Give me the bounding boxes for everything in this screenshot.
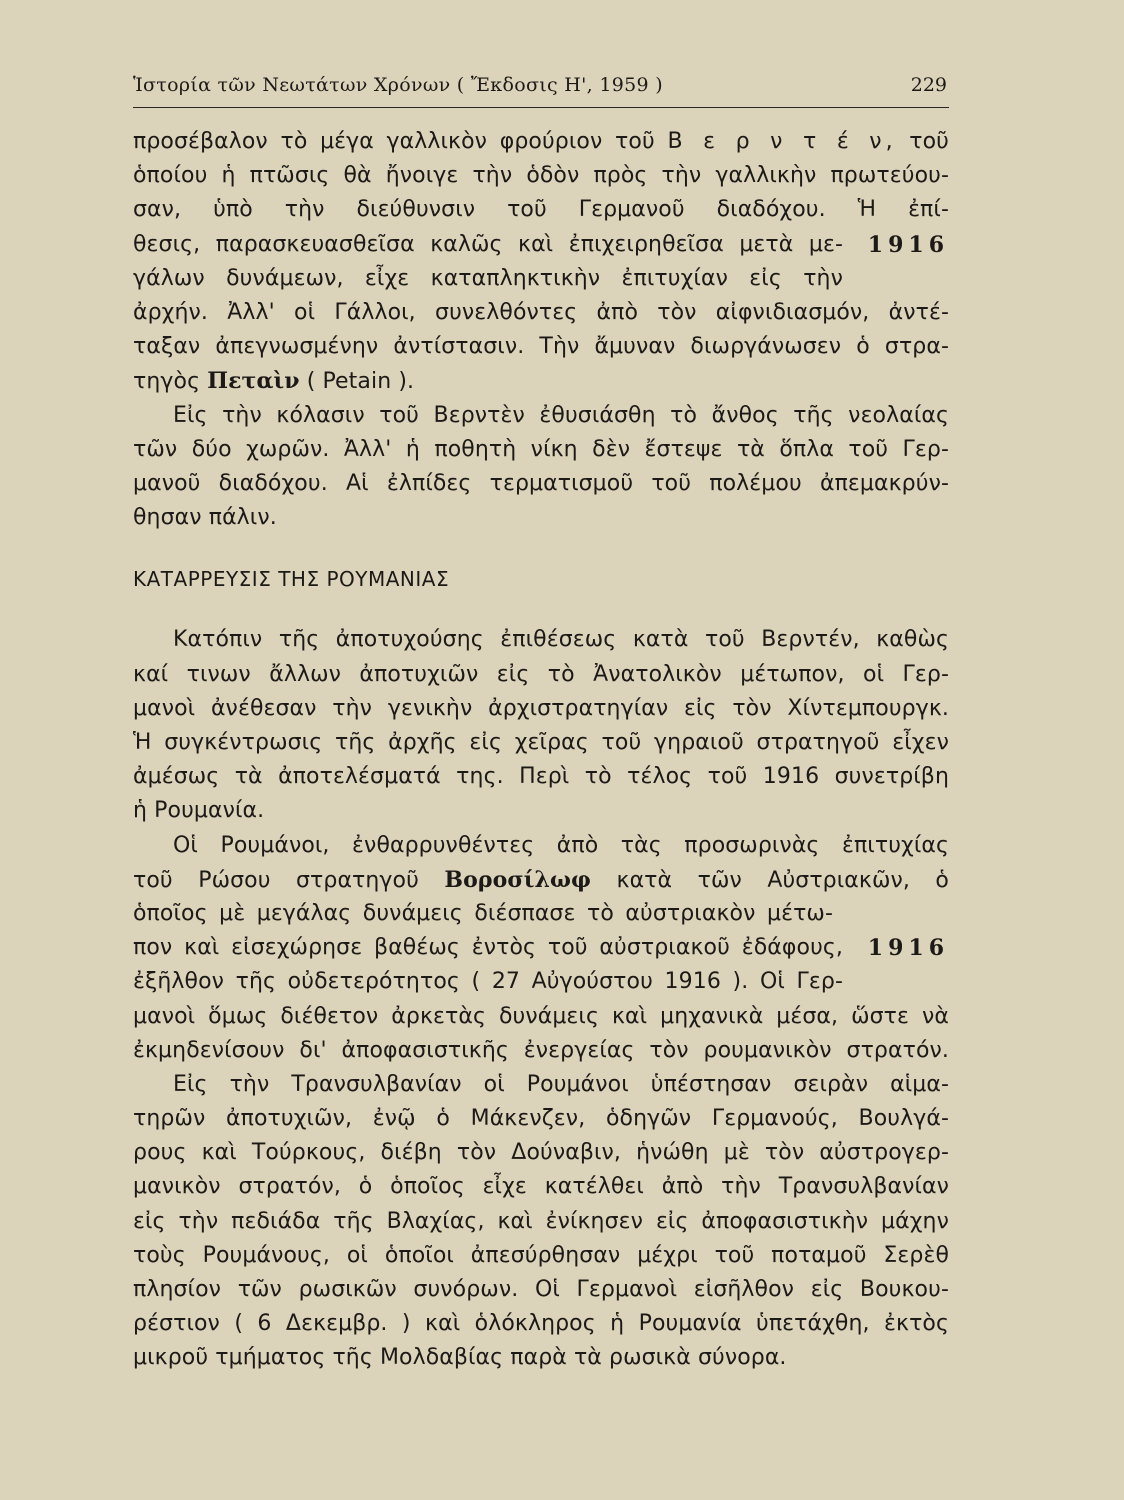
text-line: προσέβαλον τὸ μέγα γαλλικὸν φρούριον τοῦ Β ε ρ ν τ έ ν, τοῦ bbox=[133, 129, 950, 154]
text-line: ρέστιον ( 6 Δεκεμβρ. ) καὶ ὁλόκληρος ἡ Ρουμανία ὑπετάχθη, ἐκτὸς bbox=[133, 1311, 949, 1337]
emphasized-name: Βοροσίλωφ bbox=[444, 866, 592, 893]
text-line: Εἰς τὴν Τρανσυλβανίαν οἱ Ρουμάνοι ὑπέστησαν σειρὰν αἱμα- bbox=[173, 1071, 949, 1097]
emphasized-name: Β ε ρ ν τ έ ν, bbox=[667, 129, 897, 154]
body-text bbox=[133, 125, 949, 1376]
text-line: πον καὶ εἰσεχώρησε βαθέως ἐντὸς τοῦ αὐστριακοῦ ἐδάφους, 1916 bbox=[133, 931, 949, 965]
text-line: ἡ Ρουμανία. bbox=[133, 798, 265, 824]
header-rule bbox=[133, 107, 949, 108]
page-number: 229 bbox=[910, 74, 947, 96]
running-header bbox=[133, 72, 949, 106]
text-line: τηρῶν ἀποτυχιῶν, ἐνῷ ὁ Μάκενζεν, ὁδηγῶν Γερμανούς, Βουλγά- bbox=[133, 1106, 949, 1132]
margin-year: 1916 bbox=[867, 935, 949, 962]
text-line: ρους καὶ Τούρκους, διέβη τὸν Δούναβιν, ἡνώθη μὲ τὸν αὐστρογερ- bbox=[133, 1140, 949, 1166]
text-line: θησαν πάλιν. bbox=[133, 505, 277, 531]
text-line: πλησίον τῶν ρωσικῶν συνόρων. Οἱ Γερμανοὶ εἰσῆλθον εἰς Βουκου- bbox=[133, 1277, 949, 1302]
text-line: ταξαν ἀπεγνωσμένην ἀντίστασιν. Τὴν ἄμυναν διωργάνωσεν ὁ στρα- bbox=[133, 334, 949, 360]
emphasized-name: Πεταὶν bbox=[207, 368, 300, 395]
text-line: τῶν δύο χωρῶν. Ἀλλ' ἡ ποθητὴ νίκη δὲν ἔστεψε τὰ ὅπλα τοῦ Γερ- bbox=[133, 436, 949, 462]
text-line: τοὺς Ρουμάνους, οἱ ὁποῖοι ἀπεσύρθησαν μέχρι τοῦ ποταμοῦ Σερὲθ bbox=[133, 1242, 949, 1268]
text-line: τοῦ Ρώσου στρατηγοῦ Βοροσίλωφ κατὰ τῶν Αὐστριακῶν, ὁ bbox=[133, 866, 949, 893]
text-line: ὁποῖος μὲ μεγάλας δυνάμεις διέσπασε τὸ αὐστριακὸν μέτω- bbox=[133, 900, 833, 926]
text-line: Κατόπιν τῆς ἀποτυχούσης ἐπιθέσεως κατὰ τοῦ Βερντέν, καθὼς bbox=[173, 627, 949, 653]
header-title: Ἱστορία τῶν Νεωτάτων Χρόνων ( Ἔκδοσις Η', 1959 ) bbox=[133, 74, 663, 96]
text-line: μανοὶ ὅμως διέθετον ἀρκετὰς δυνάμεις καὶ μηχανικὰ μέσα, ὥστε νὰ bbox=[133, 1003, 949, 1029]
text-line: μικροῦ τμήματος τῆς Μολδαβίας παρὰ τὰ ρωσικὰ σύνορα. bbox=[133, 1345, 787, 1371]
text-line: ἀμέσως τὰ ἀποτελέσματά της. Περὶ τὸ τέλος τοῦ 1916 συνετρίβη bbox=[133, 764, 949, 790]
text-line: Οἱ Ρουμάνοι, ἐνθαρρυνθέντες ἀπὸ τὰς προσωρινὰς ἐπιτυχίας bbox=[173, 832, 949, 858]
text-line: τηγὸς Πεταὶν ( Petain ). bbox=[133, 368, 415, 395]
section-heading: ΚΑΤΑΡΡΕΥΣΙΣ ΤΗΣ ΡΟΥΜΑΝΙΑΣ bbox=[133, 567, 450, 592]
text-line: μανοῦ διαδόχου. Αἱ ἐλπίδες τερματισμοῦ τοῦ πολέμου ἀπεμακρύν- bbox=[133, 470, 949, 496]
text-line: Εἰς τὴν κόλασιν τοῦ Βερντὲν ἐθυσιάσθη τὸ ἄνθος τῆς νεολαίας bbox=[173, 402, 949, 428]
text-line: ὁποίου ἡ πτῶσις θὰ ἤνοιγε τὴν ὁδὸν πρὸς τὴν γαλλικὴν πρωτεύου- bbox=[133, 163, 949, 189]
text-line: μανικὸν στρατόν, ὁ ὁποῖος εἶχε κατέλθει ἀπὸ τὴν Τρανσυλβανίαν bbox=[133, 1174, 949, 1200]
text-line: Ἡ συγκέντρωσις τῆς ἀρχῆς εἰς χεῖρας τοῦ γηραιοῦ στρατηγοῦ εἶχεν bbox=[133, 730, 949, 755]
text-line: γάλων δυνάμεων, εἶχε καταπληκτικὴν ἐπιτυχίαν εἰς τὴν bbox=[133, 265, 843, 291]
text-line: εἰς τὴν πεδιάδα τῆς Βλαχίας, καὶ ἐνίκησεν εἰς ἀποφασιστικὴν μάχην bbox=[133, 1208, 949, 1234]
text-line: θεσις, παρασκευασθεῖσα καλῶς καὶ ἐπιχειρηθεῖσα μετὰ με- 1916 bbox=[133, 228, 949, 262]
text-line: καί τινων ἄλλων ἀποτυχιῶν εἰς τὸ Ἀνατολικὸν μέτωπον, οἱ Γερ- bbox=[133, 661, 949, 687]
text-line: σαν, ὑπὸ τὴν διεύθυνσιν τοῦ Γερμανοῦ διαδόχου. Ἡ ἐπί- bbox=[133, 197, 949, 223]
text-line: μανοὶ ἀνέθεσαν τὴν γενικὴν ἀρχιστρατηγίαν εἰς τὸν Χίντεμπουργκ. bbox=[133, 695, 949, 721]
text-line: ἐξῆλθον τῆς οὐδετερότητος ( 27 Αὐγούστου 1916 ). Οἱ Γερ- bbox=[133, 969, 843, 995]
margin-year: 1916 bbox=[867, 231, 949, 258]
text-line: ἀρχήν. Ἀλλ' οἱ Γάλλοι, συνελθόντες ἀπὸ τὸν αἰφνιδιασμόν, ἀντέ- bbox=[133, 299, 949, 325]
text-line: ἐκμηδενίσουν δι' ἀποφασιστικῆς ἐνεργείας τὸν ρουμανικὸν στρατόν. bbox=[133, 1037, 949, 1063]
